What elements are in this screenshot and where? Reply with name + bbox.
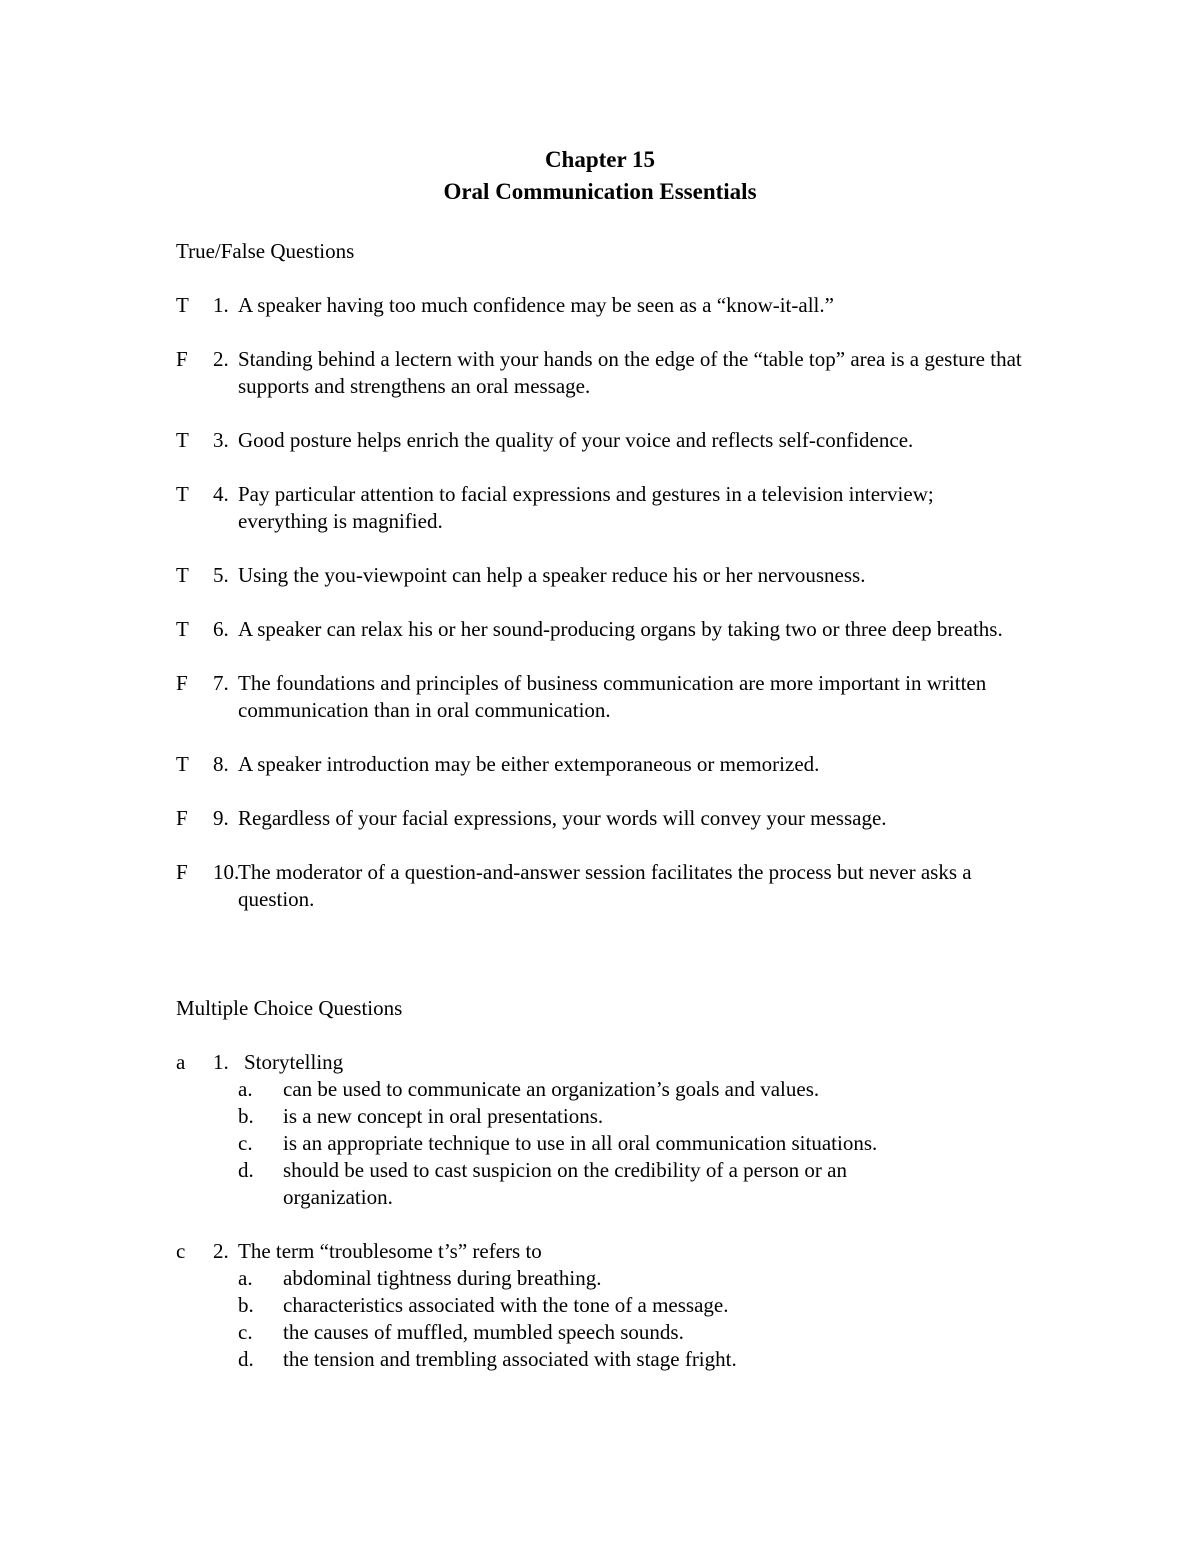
- choice-text: the tension and trembling associated with stage fright.: [283, 1347, 737, 1371]
- choice-option: [238, 1076, 1036, 1103]
- choice-option: [238, 1319, 1036, 1346]
- question-number: 5.: [213, 563, 229, 587]
- true-false-list: [176, 292, 1036, 940]
- choice-letter: b.: [238, 1104, 254, 1128]
- choice-letter: d.: [238, 1347, 254, 1371]
- tf-question: [176, 346, 1036, 400]
- answer-key: F: [176, 347, 188, 371]
- tf-question: [176, 805, 1036, 832]
- question-text: Standing behind a lectern with your hands on the edge of the “table top” area is a gesture that supports and strengthens an oral message.: [238, 347, 1022, 398]
- choice-letter: c.: [238, 1131, 253, 1155]
- question-text: Pay particular attention to facial expressions and gestures in a television interview; everything is magnified.: [238, 482, 934, 533]
- choice-text: the causes of muffled, mumbled speech sounds.: [283, 1320, 684, 1344]
- question-number: 1.: [213, 1050, 229, 1074]
- choice-letter: d.: [238, 1158, 254, 1182]
- tf-question: [176, 562, 1036, 589]
- tf-question: [176, 616, 1036, 643]
- question-number: 2.: [213, 347, 229, 371]
- question-stem: The term “troublesome t’s” refers to: [238, 1239, 542, 1263]
- answer-key: F: [176, 806, 188, 830]
- question-text: The foundations and principles of business communication are more important in written communication than in oral communication.: [238, 671, 987, 722]
- choice-text: is an appropriate technique to use in all oral communication situations.: [283, 1131, 878, 1155]
- chapter-title: Chapter 15: [544, 147, 656, 172]
- choice-option: [238, 1157, 1036, 1211]
- answer-key: c: [176, 1239, 186, 1263]
- choice-option: [238, 1346, 1036, 1373]
- question-text: A speaker having too much confidence may be seen as a “know-it-all.”: [238, 293, 834, 317]
- choice-option: [238, 1130, 1036, 1157]
- choice-letter: a.: [238, 1266, 253, 1290]
- answer-key: T: [176, 752, 189, 776]
- answer-key: T: [176, 428, 189, 452]
- question-text: The moderator of a question-and-answer session facilitates the process but never asks a question.: [238, 860, 972, 911]
- mc-question: [176, 1238, 1036, 1373]
- choice-letter: c.: [238, 1320, 253, 1344]
- question-text: Regardless of your facial expressions, your words will convey your message.: [238, 806, 887, 830]
- tf-question: [176, 427, 1036, 454]
- choice-letter: a.: [238, 1077, 253, 1101]
- question-number: 3.: [213, 428, 229, 452]
- choice-option: [238, 1103, 1036, 1130]
- question-text: Good posture helps enrich the quality of your voice and reflects self-confidence.: [238, 428, 914, 452]
- question-number: 2.: [213, 1239, 229, 1263]
- question-number: 6.: [213, 617, 229, 641]
- question-number: 7.: [213, 671, 229, 695]
- question-text: Using the you-viewpoint can help a speaker reduce his or her nervousness.: [238, 563, 866, 587]
- question-number: 4.: [213, 482, 229, 506]
- choice-letter: b.: [238, 1293, 254, 1317]
- choice-option: [238, 1292, 1036, 1319]
- choice-option: [238, 1265, 1036, 1292]
- tf-question: [176, 751, 1036, 778]
- answer-key: T: [176, 563, 189, 587]
- choice-text: can be used to communicate an organization’s goals and values.: [283, 1077, 820, 1101]
- answer-key: T: [176, 293, 189, 317]
- mc-question: [176, 1049, 1036, 1211]
- tf-question: [176, 481, 1036, 535]
- answer-key: T: [176, 482, 189, 506]
- answer-key: a: [176, 1050, 186, 1074]
- choice-text: should be used to cast suspicion on the credibility of a person or an organization.: [283, 1158, 847, 1209]
- tf-question: [176, 859, 1036, 913]
- question-number: 9.: [213, 806, 229, 830]
- multiple-choice-list: [176, 1049, 1036, 1400]
- choice-text: is a new concept in oral presentations.: [283, 1104, 604, 1128]
- question-text: A speaker can relax his or her sound-producing organs by taking two or three deep breaths.: [238, 617, 1003, 641]
- answer-key: F: [176, 860, 188, 884]
- answer-key: F: [176, 671, 188, 695]
- title-block: [0, 144, 1200, 208]
- tf-question: [176, 670, 1036, 724]
- true-false-heading: True/False Questions: [176, 239, 355, 263]
- choice-text: abdominal tightness during breathing.: [283, 1266, 602, 1290]
- choice-text: characteristics associated with the tone of a message.: [283, 1293, 729, 1317]
- chapter-subtitle: Oral Communication Essentials: [443, 179, 757, 204]
- multiple-choice-heading: Multiple Choice Questions: [176, 996, 403, 1020]
- tf-question: [176, 292, 1036, 319]
- question-number: 1.: [213, 293, 229, 317]
- question-stem: Storytelling: [244, 1050, 344, 1074]
- question-number: 10.: [213, 860, 240, 884]
- question-text: A speaker introduction may be either extemporaneous or memorized.: [238, 752, 820, 776]
- answer-key: T: [176, 617, 189, 641]
- question-number: 8.: [213, 752, 229, 776]
